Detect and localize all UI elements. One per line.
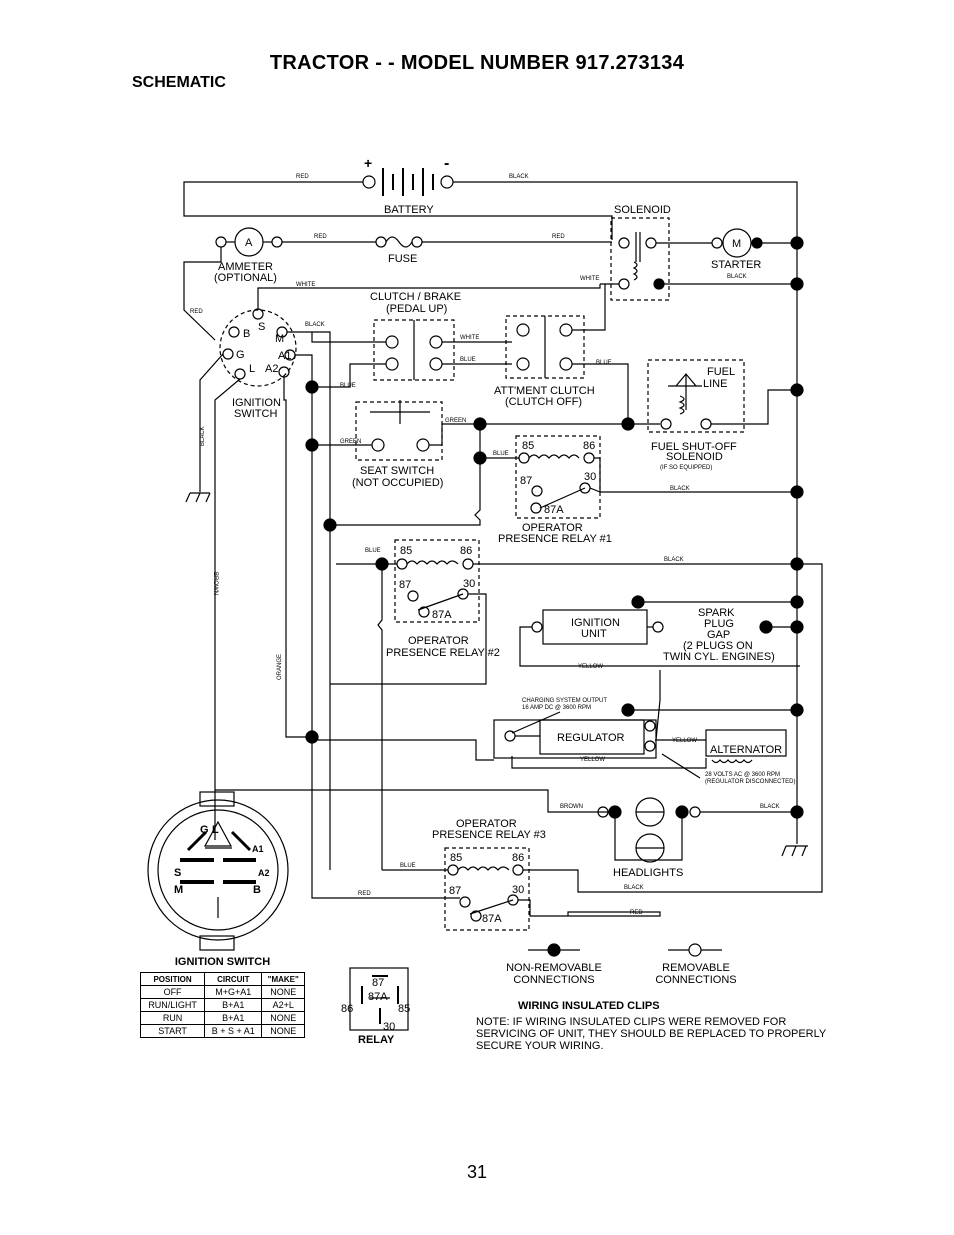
table-cell: NONE <box>262 1025 305 1038</box>
wire-green-seat: GREEN <box>340 439 362 445</box>
wire-black-r3: BLACK <box>624 885 644 891</box>
table-cell: B+A1 <box>205 1012 262 1025</box>
legend-removable-line2: CONNECTIONS <box>655 974 737 986</box>
starter-label: STARTER <box>711 259 762 271</box>
battery-plus: + <box>364 155 373 171</box>
ignition-table-title: IGNITION SWITCH <box>174 956 271 968</box>
schematic-heading: SCHEMATIC <box>132 74 226 91</box>
alt-spec-2: (REGULATOR DISCONNECTED) <box>705 779 796 785</box>
relay3-label-1: OPERATOR <box>456 818 517 830</box>
ign-unit-label-2: UNIT <box>581 628 607 640</box>
headlights-label: HEADLIGHTS <box>613 867 684 879</box>
fuel-label-1: FUEL <box>707 366 736 378</box>
table-cell: NONE <box>262 1012 305 1025</box>
wire-green-relay: GREEN <box>445 418 467 424</box>
attach-label-2: (CLUTCH OFF) <box>505 396 582 408</box>
fss-label-2: SOLENOID <box>666 451 723 463</box>
wire-red-fuse: RED <box>552 234 565 240</box>
table-cell: B + S + A1 <box>205 1025 262 1038</box>
wire-blue-attach: BLUE <box>596 360 612 366</box>
relay3-30: 30 <box>512 884 525 896</box>
ign-unit-label-1: IGNITION <box>571 617 620 629</box>
relay-pin-85: 85 <box>398 1003 411 1015</box>
regulator-label: REGULATOR <box>557 732 625 744</box>
relay2-86: 86 <box>460 545 473 557</box>
legend-non-removable-line2: CONNECTIONS <box>513 974 595 986</box>
clutch-label-2: (PEDAL UP) <box>386 303 448 315</box>
wire-red-top: RED <box>296 174 309 180</box>
relay1-87a: 87A <box>544 504 564 516</box>
fss-label-3: (IF SO EQUIPPED) <box>660 465 713 471</box>
spark-label-3: GAP <box>707 629 731 641</box>
table-cell: OFF <box>141 986 205 999</box>
starter-letter: M <box>732 238 742 250</box>
ign-term-g: G <box>236 349 245 361</box>
table-cell: RUN/LIGHT <box>141 999 205 1012</box>
wire-black-top: BLACK <box>509 174 529 180</box>
wire-black-head: BLACK <box>760 804 780 810</box>
page-number: 31 <box>466 1162 488 1182</box>
solenoid-label: SOLENOID <box>614 204 671 216</box>
face-a1: A1 <box>252 844 264 854</box>
battery <box>363 168 453 196</box>
fss-label-1: FUEL SHUT-OFF <box>651 441 737 453</box>
legend-non-removable-line1: NON-REMOVABLE <box>506 962 602 974</box>
fuse-label: FUSE <box>388 253 418 265</box>
wire-red-r3: RED <box>358 891 371 897</box>
relay2-30: 30 <box>463 578 476 590</box>
wire-black-r1: BLACK <box>670 486 690 492</box>
relay3-87a: 87A <box>482 913 502 925</box>
ammeter-letter: A <box>245 237 253 249</box>
table-cell: RUN <box>141 1012 205 1025</box>
alternator-label: ALTERNATOR <box>710 744 783 756</box>
seat-label-1: SEAT SWITCH <box>360 465 435 477</box>
legend-non-removable <box>498 962 610 986</box>
relay1-label-1: OPERATOR <box>522 522 583 534</box>
wire-orange: ORANGE <box>277 653 283 680</box>
relay-pin-87a: 87A <box>368 991 388 1003</box>
wire-yellow-alt-1: YELLOW <box>672 738 698 744</box>
wire-yellow-alt-2: YELLOW <box>580 757 606 763</box>
relay3-85: 85 <box>450 852 463 864</box>
relay1-86: 86 <box>583 440 596 452</box>
wire-blue-ign: BLUE <box>340 383 356 389</box>
alt-spec-1: 28 VOLTS AC @ 3600 RPM <box>705 772 781 778</box>
battery-minus: - <box>444 155 450 172</box>
wire-white-clutch: WHITE <box>460 335 480 341</box>
ign-term-m: M <box>275 333 285 345</box>
wire-blue-clutch: BLUE <box>460 357 476 363</box>
face-b: B <box>253 884 261 896</box>
relay-pin-30: 30 <box>383 1021 396 1033</box>
relay3-86: 86 <box>512 852 525 864</box>
relay2-label-1: OPERATOR <box>408 635 469 647</box>
table-row <box>141 1025 305 1038</box>
table-row <box>141 986 305 999</box>
relay-pin-86: 86 <box>341 1003 354 1015</box>
col-make: "MAKE" <box>262 973 305 986</box>
table-cell: NONE <box>262 986 305 999</box>
ign-term-s: S <box>258 321 266 333</box>
legend-removable-line1: REMOVABLE <box>662 962 730 974</box>
wire-yellow-ign: YELLOW <box>578 664 604 670</box>
ign-term-a2: A2 <box>265 363 279 375</box>
ign-term-b: B <box>243 328 251 340</box>
relay2-87: 87 <box>399 579 412 591</box>
attach-label-1: ATT'MENT CLUTCH <box>494 385 595 397</box>
ign-label-1: IGNITION <box>232 397 281 409</box>
wire-black-ground: BLACK <box>200 426 206 446</box>
wire-blue-r3: BLUE <box>400 863 416 869</box>
relay3-label-2: PRESENCE RELAY #3 <box>432 829 546 841</box>
page-title: TRACTOR - - MODEL NUMBER 917.273134 <box>269 52 685 74</box>
wire-red-head: RED <box>630 910 643 916</box>
charge-label-1: CHARGING SYSTEM OUTPUT <box>522 698 608 704</box>
relay1-85: 85 <box>522 440 535 452</box>
face-s: S <box>174 867 182 879</box>
col-circuit: CIRCUIT <box>205 973 262 986</box>
seat-switch <box>356 402 442 460</box>
ign-label-2: SWITCH <box>234 408 278 420</box>
relay1-87: 87 <box>520 475 533 487</box>
table-row <box>141 1012 305 1025</box>
spark-label-2: PLUG <box>704 618 734 630</box>
wire-black-starter: BLACK <box>727 274 747 280</box>
relay2-87a: 87A <box>432 609 452 621</box>
ignition-switch-table <box>140 972 305 1038</box>
relay-label: RELAY <box>358 1034 395 1046</box>
wire-brown-left: BROWN <box>212 572 218 595</box>
table-cell: M+G+A1 <box>205 986 262 999</box>
face-l: L <box>212 824 219 836</box>
fuse <box>376 237 422 247</box>
wire-blue-r1: BLUE <box>493 451 509 457</box>
relay2-label-2: PRESENCE RELAY #2 <box>386 647 500 659</box>
table-row <box>141 999 305 1012</box>
spark-label-4: (2 PLUGS ON <box>683 640 753 652</box>
ammeter-optional: (OPTIONAL) <box>214 272 277 284</box>
fuel-label-2: LINE <box>703 378 728 390</box>
ammeter-label: AMMETER <box>218 261 273 273</box>
note-heading: WIRING INSULATED CLIPS <box>518 1000 660 1012</box>
removable-connection-symbol <box>668 944 722 956</box>
wire-brown-head: BROWN <box>560 804 583 810</box>
face-a2: A2 <box>258 868 270 878</box>
relay1-label-2: PRESENCE RELAY #1 <box>498 533 612 545</box>
wire-black-ign: BLACK <box>305 322 325 328</box>
table-cell: B+A1 <box>205 999 262 1012</box>
table-cell: A2+L <box>262 999 305 1012</box>
relay1-30: 30 <box>584 471 597 483</box>
wire-red-ign: RED <box>190 309 203 315</box>
spark-label-5: TWIN CYL. ENGINES) <box>663 651 775 663</box>
relay3-87: 87 <box>449 885 462 897</box>
spark-label-1: SPARK <box>698 607 735 619</box>
clutch-label-1: CLUTCH / BRAKE <box>370 291 462 303</box>
legend-removable <box>640 962 752 986</box>
battery-label: BATTERY <box>384 204 434 216</box>
face-m: M <box>174 884 184 896</box>
wire-white-ign: WHITE <box>296 282 316 288</box>
wire-blue-r2: BLUE <box>365 548 381 554</box>
charge-label-2: 16 AMP DC @ 3600 RPM <box>522 705 592 711</box>
relay2-85: 85 <box>400 545 413 557</box>
ign-term-a1: A1 <box>278 350 292 362</box>
face-g: G <box>200 824 209 836</box>
wire-red-ammeter: RED <box>314 234 327 240</box>
col-position: POSITION <box>141 973 205 986</box>
non-removable-connection-symbol <box>528 944 580 956</box>
wire-white-sol: WHITE <box>580 276 600 282</box>
note-text: NOTE: IF WIRING INSULATED CLIPS WERE REMOVED FOR SERVICING OF UNIT, THEY SHOULD BE REPLACED TO PROPERLY SECURE YOUR WIRING. <box>476 1016 827 1052</box>
table-cell: START <box>141 1025 205 1038</box>
seat-label-2: (NOT OCCUPIED) <box>352 477 444 489</box>
wire-black-r2: BLACK <box>664 557 684 563</box>
relay-pin-87: 87 <box>372 977 385 989</box>
ign-term-l: L <box>249 363 256 375</box>
